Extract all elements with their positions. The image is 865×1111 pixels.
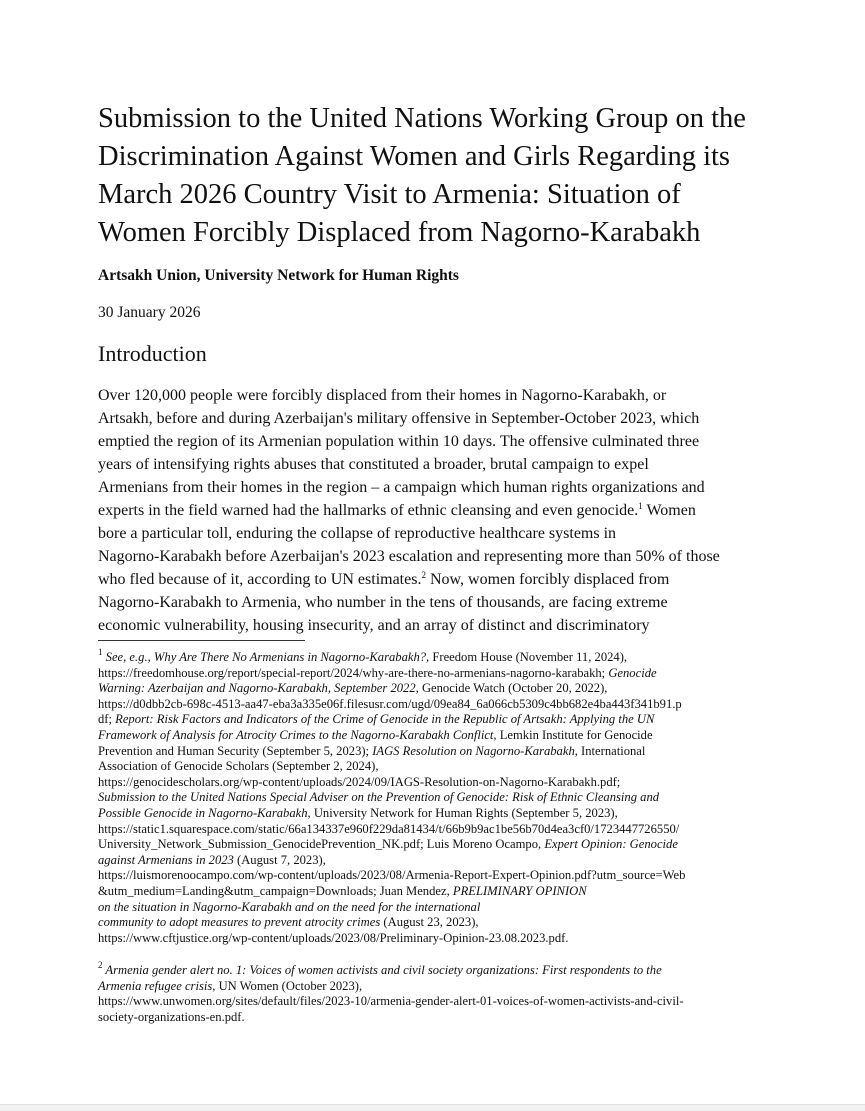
line-text: experts in the field warned had the hallmarks of ethnic cleansing and even genocide. [98,502,639,519]
line-text: Women [642,502,696,519]
citation-text: (August 23, 2023), [380,915,479,930]
citation-title: against Armenians in 2023 [98,852,234,867]
footnote-line [98,790,778,806]
citation-link[interactable]: society-organizations-en.pdf. [98,1009,245,1024]
document-title [98,100,798,252]
paragraph-line [98,499,778,522]
footnote-line [98,744,778,760]
footnote-ref-1[interactable]: 1 [638,501,643,511]
citation-link[interactable]: https://www.unwomen.org/sites/default/files/2023-10/armenia-gender-alert-01-voices-of-women-activists-and-civil- [98,994,684,1009]
footnote-2 [98,960,778,1025]
citation-text: , Lemkin Institute for Genocide [493,727,653,742]
footnote-ref-2[interactable]: 2 [421,570,426,580]
intro-paragraph [98,384,778,637]
citation-text: Freedom House (November 11, 2024), [429,650,628,664]
citation-link[interactable]: https://genocidescholars.org/wp-content/uploads/2024/09/IAGS-Resolution-on-Nagorno-Karabakh.pdf; [98,774,621,789]
citation-link[interactable]: &utm_medium=Landing&utm_campaign=Downloads; Juan Mendez, [98,883,453,898]
footnote-line [98,960,778,979]
citation-title: Framework of Analysis for Atrocity Crimes to the Nagorno-Karabakh Conflict [98,727,494,742]
citation-link[interactable]: University_Network_Submission_GenocidePrevention_NK.pdf; Luis Moreno Ocampo, [98,837,545,852]
citation-text: , UN Women (October 2023), [212,978,363,993]
footnote-separator [98,640,305,641]
line-text: Now, women forcibly displaced from [425,571,670,588]
citation-link[interactable]: https://static1.squarespace.com/static/66a134337e960f229da81434/t/66b9b9ac1be56b70d4ea3cf0/1723447726550/ [98,821,680,836]
citation-title: Genocide [608,665,657,680]
paragraph-line: Nagorno-Karabakh to Armenia, who number in the tens of thousands, are facing extreme [98,594,668,611]
citation-text: , Genocide Watch (October 20, 2022), [415,681,608,696]
paragraph-line: emptied the region of its Armenian population within 10 days. The offensive culminated three [98,433,700,450]
title-line: Discrimination Against Women and Girls Regarding its [98,141,731,172]
paragraph-line: Artsakh, before and during Azerbaijan's military offensive in September-October 2023, which [98,410,700,427]
paragraph-line: Armenians from their homes in the region – a campaign which human rights organizations and [98,479,705,496]
footnote-line [98,853,778,869]
author-line: Artsakh Union, University Network for Human Rights [98,267,459,284]
footnote-line [98,979,778,995]
citation-link[interactable]: https://luismorenoocampo.com/wp-content/uploads/2023/08/Armenia-Report-Expert-Opinion.pdf?utm_source=Web [98,868,686,883]
citation-title: Possible Genocide in Nagorno-Karabakh [98,805,308,820]
footnote-number: 1 [98,647,103,657]
footnote-line [98,728,778,744]
document-date: 30 January 2026 [98,304,201,321]
citation-title: IAGS Resolution on Nagorno-Karabakh [372,743,575,758]
footnote-line [98,681,778,697]
footnote-line [98,884,778,900]
line-text: who fled because of it, according to UN estimates. [98,571,422,588]
citation-title: See, e.g., Why Are There No Armenians in Nagorno-Karabakh?, [102,650,430,664]
footnote-line [98,712,778,728]
citation-text: , University Network for Human Rights (September 5, 2023), [307,805,618,820]
footnote-line [98,806,778,822]
citation-link[interactable]: https://www.cftjustice.org/wp-content/uploads/2023/08/Preliminary-Opinion-23.08.2023.pdf. [98,930,569,945]
citation-title: Submission to the United Nations Special Adviser on the Prevention of Genocide: Risk of Ethnic Cleansing and [98,790,660,805]
citation-title: Armenia refugee crisis [98,978,213,993]
section-heading: Introduction [98,341,207,366]
citation-title: Report: Risk Factors and Indicators of the Crime of Genocide in the Republic of Artsakh: Applying the UN [115,712,655,727]
title-line: Submission to the United Nations Working Group on the [98,103,746,134]
citation-title: Expert Opinion: Genocide [544,837,678,852]
footnote-line [98,915,778,931]
title-line: Women Forcibly Displaced from Nagorno-Karabakh [98,217,701,248]
footnote-line [98,647,778,666]
citation-link[interactable]: https://d0dbb2cb-698c-4513-aa47-eba3a335e06f.filesusr.com/ugd/09ea84_6a066cb5309c4bb682e4ba443f341b91.p [98,696,682,711]
paragraph-line: years of intensifying rights abuses that constituted a broader, brutal campaign to expel [98,456,649,473]
citation-text: Prevention and Human Security (September 5, 2023); [98,743,373,758]
citation-text: , International [574,743,646,758]
citation-title: community to adopt measures to prevent atrocity crimes [98,915,381,930]
citation-text: Association of Genocide Scholars (September 2, 2024), [98,759,379,774]
footnote-line [98,837,778,853]
citation-title: on the situation in Nagorno-Karabakh and on the need for the international [98,899,481,914]
footnote-1 [98,647,778,946]
paragraph-line [98,568,778,591]
footnote-line [98,666,778,682]
citation-link[interactable]: df; [98,712,116,727]
paragraph-line: Over 120,000 people were forcibly displaced from their homes in Nagorno-Karabakh, or [98,387,667,404]
paragraph-line: Nagorno-Karabakh before Azerbaijan's 2023 escalation and representing more than 50% of those [98,548,720,565]
citation-title: Armenia gender alert no. 1: Voices of women activists and civil society organizations: First respondents to the [102,963,662,977]
paragraph-line: economic vulnerability, housing insecurity, and an array of distinct and discriminatory [98,617,650,634]
citation-title: PRELIMINARY OPINION [452,883,587,898]
footnote-number: 2 [98,960,103,970]
citation-text: (August 7, 2023), [233,852,326,867]
title-line: March 2026 Country Visit to Armenia: Situation of [98,179,681,210]
citation-link[interactable]: https://freedomhouse.org/report/special-report/2024/why-are-there-no-armenians-nagorno-karabakh; [98,665,609,680]
citation-title: Warning: Azerbaijan and Nagorno-Karabakh, September 2022 [98,681,416,696]
paragraph-line: bore a particular toll, enduring the collapse of reproductive healthcare systems in [98,525,617,542]
footnote-line [98,900,778,916]
